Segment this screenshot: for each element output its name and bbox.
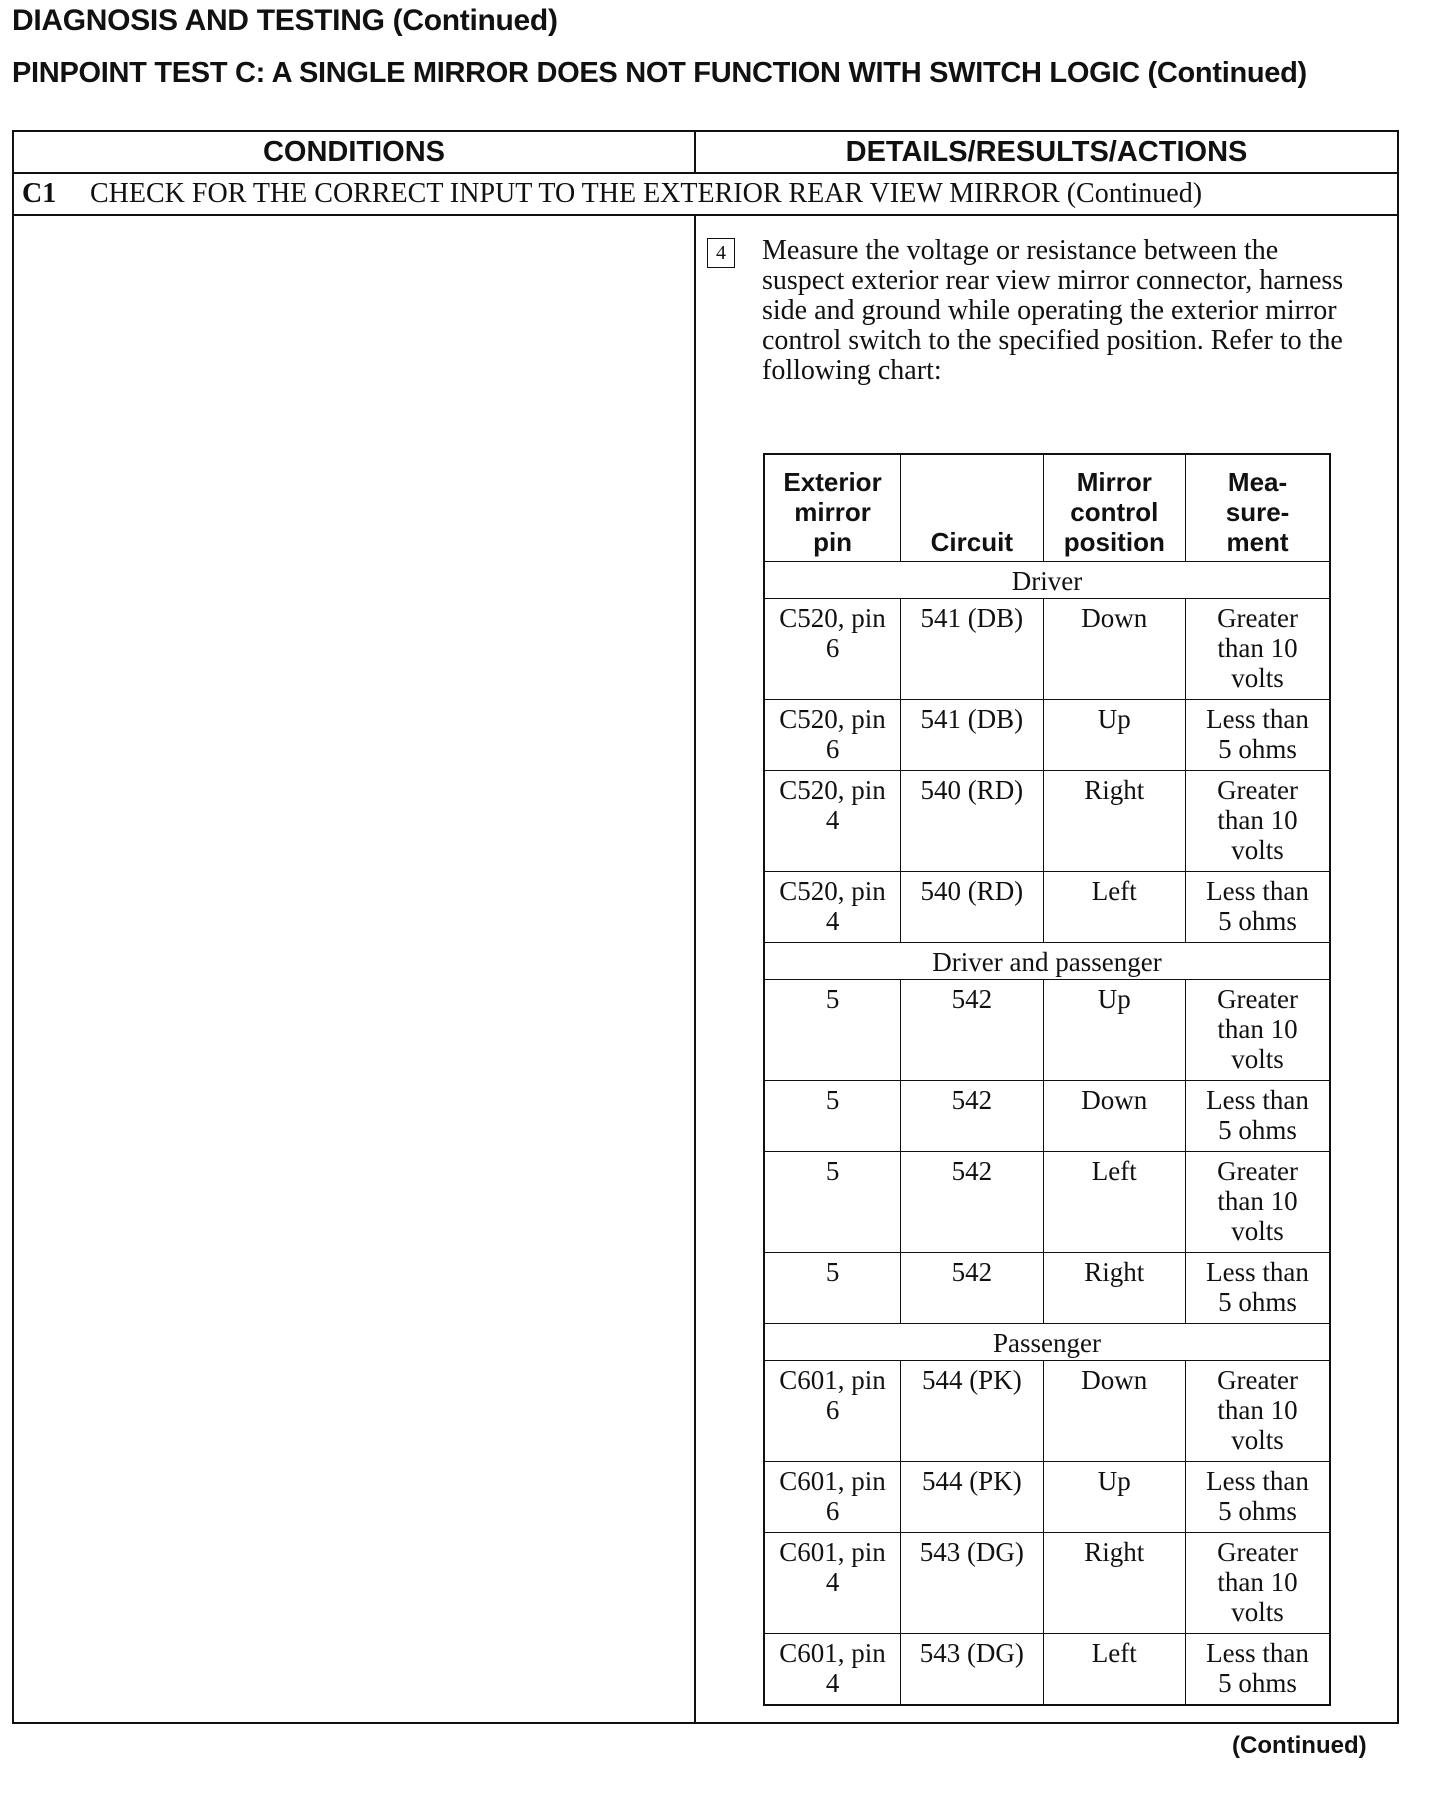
chart-body [764, 562, 1330, 1706]
pin-cell: C520, pin 4 [764, 872, 901, 943]
pin-cell: C601, pin 4 [764, 1634, 901, 1706]
position-cell: Down [1043, 1081, 1186, 1152]
step-row [14, 174, 1397, 216]
position-cell: Right [1043, 771, 1186, 872]
chart-group-row [764, 943, 1330, 980]
position-cell: Left [1043, 872, 1186, 943]
position-cell: Left [1043, 1634, 1186, 1706]
position-cell: Up [1043, 980, 1186, 1081]
measurement-cell: Less than 5 ohms [1186, 872, 1330, 943]
pinpoint-test-title: PINPOINT TEST C: A SINGLE MIRROR DOES NOT FUNCTION WITH SWITCH LOGIC (Continued) [12, 57, 1307, 89]
measurement-cell: Greater than 10 volts [1186, 980, 1330, 1081]
measurement-cell: Less than 5 ohms [1186, 1634, 1330, 1706]
chart-row [764, 1533, 1330, 1634]
header-mirror-control-position: Mirror control position [1043, 454, 1186, 562]
chart-row [764, 771, 1330, 872]
position-cell: Down [1043, 599, 1186, 700]
instruction-text: Measure the voltage or resistance between the suspect exterior rear view mirror connector, harness side and ground while operating the exterior mirror control switch to the specified position. Refer to the following chart: [762, 235, 1344, 386]
circuit-cell: 543 (DG) [901, 1533, 1043, 1634]
section-title: DIAGNOSIS AND TESTING (Continued) [12, 4, 558, 37]
position-cell: Right [1043, 1253, 1186, 1324]
measurement-cell: Greater than 10 volts [1186, 599, 1330, 700]
circuit-cell: 542 [901, 1152, 1043, 1253]
measurement-cell: Less than 5 ohms [1186, 1081, 1330, 1152]
measurement-cell: Greater than 10 volts [1186, 1152, 1330, 1253]
chart-row [764, 980, 1330, 1081]
pin-cell: C601, pin 6 [764, 1361, 901, 1462]
pin-cell: C601, pin 6 [764, 1462, 901, 1533]
step-id: C1 [22, 178, 57, 209]
pin-cell: 5 [764, 1081, 901, 1152]
circuit-cell: 542 [901, 980, 1043, 1081]
measurement-cell: Less than 5 ohms [1186, 1462, 1330, 1533]
circuit-cell: 540 (RD) [901, 771, 1043, 872]
position-cell: Right [1043, 1533, 1186, 1634]
mirror-pin-chart [763, 453, 1331, 1706]
circuit-cell: 544 (PK) [901, 1361, 1043, 1462]
circuit-cell: 541 (DB) [901, 599, 1043, 700]
chart-row [764, 872, 1330, 943]
column-divider [694, 216, 696, 1722]
conditions-header: CONDITIONS [262, 136, 446, 168]
position-cell: Up [1043, 700, 1186, 771]
measurement-cell: Greater than 10 volts [1186, 771, 1330, 872]
chart-group-label: Passenger [764, 1324, 1330, 1361]
position-cell: Down [1043, 1361, 1186, 1462]
circuit-cell: 541 (DB) [901, 700, 1043, 771]
chart-group-label: Driver and passenger [764, 943, 1330, 980]
details-results-actions-header: DETAILS/RESULTS/ACTIONS [845, 136, 1248, 168]
continued-footer: (Continued) [1232, 1732, 1367, 1759]
header-measurement: Mea- sure- ment [1186, 454, 1330, 562]
circuit-cell: 540 (RD) [901, 872, 1043, 943]
pin-cell: C520, pin 6 [764, 599, 901, 700]
chart-row [764, 599, 1330, 700]
measurement-cell: Less than 5 ohms [1186, 700, 1330, 771]
measurement-cell: Greater than 10 volts [1186, 1361, 1330, 1462]
header-circuit: Circuit [901, 454, 1043, 562]
pin-cell: 5 [764, 1152, 901, 1253]
chart-row [764, 1253, 1330, 1324]
pin-cell: 5 [764, 980, 901, 1081]
pin-cell: C520, pin 4 [764, 771, 901, 872]
measurement-cell: Less than 5 ohms [1186, 1253, 1330, 1324]
chart-row [764, 1634, 1330, 1706]
pin-cell: C601, pin 4 [764, 1533, 901, 1634]
chart-group-label: Driver [764, 562, 1330, 599]
circuit-cell: 542 [901, 1081, 1043, 1152]
measurement-cell: Greater than 10 volts [1186, 1533, 1330, 1634]
header-exterior-mirror-pin: Exterior mirror pin [764, 454, 901, 562]
position-cell: Up [1043, 1462, 1186, 1533]
chart-row [764, 1081, 1330, 1152]
chart-group-row [764, 562, 1330, 599]
circuit-cell: 543 (DG) [901, 1634, 1043, 1706]
pin-cell: C520, pin 6 [764, 700, 901, 771]
step-title: CHECK FOR THE CORRECT INPUT TO THE EXTERIOR REAR VIEW MIRROR (Continued) [90, 178, 1203, 209]
circuit-cell: 542 [901, 1253, 1043, 1324]
circuit-cell: 544 (PK) [901, 1462, 1043, 1533]
chart-row [764, 1462, 1330, 1533]
step-number-box: 4 [707, 238, 735, 268]
chart-row [764, 1361, 1330, 1462]
chart-header-row [764, 454, 1330, 562]
position-cell: Left [1043, 1152, 1186, 1253]
chart-row [764, 700, 1330, 771]
pin-cell: 5 [764, 1253, 901, 1324]
chart-group-row [764, 1324, 1330, 1361]
chart-row [764, 1152, 1330, 1253]
table-header-row [14, 132, 1397, 174]
